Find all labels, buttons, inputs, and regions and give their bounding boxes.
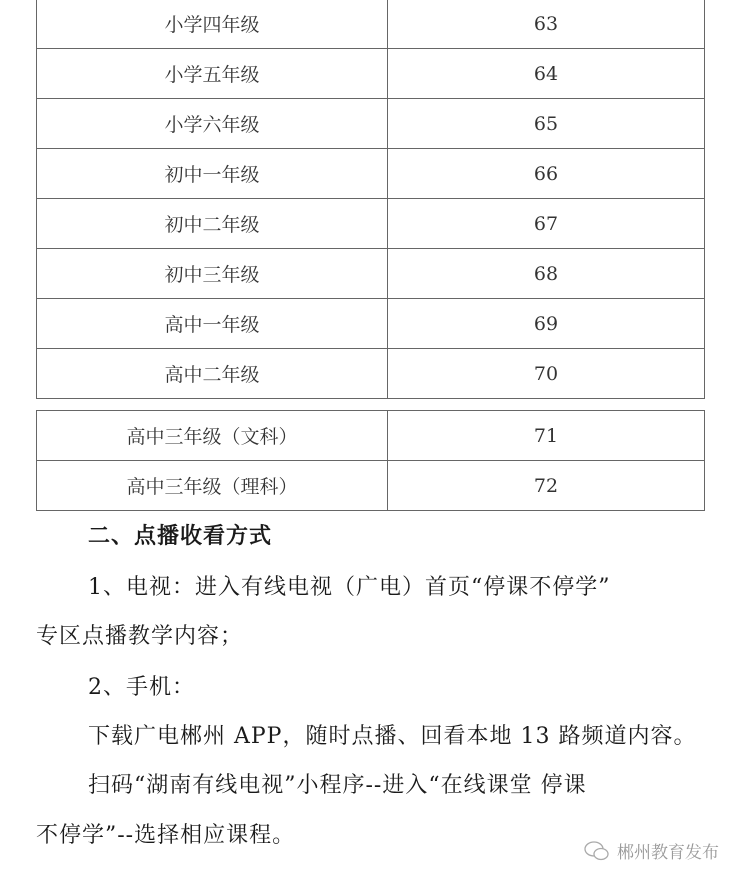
table-row xyxy=(37,411,705,461)
channel-cell: 72 xyxy=(388,461,705,511)
table-row xyxy=(37,99,705,149)
channel-table xyxy=(36,0,705,399)
channel-cell: 63 xyxy=(388,0,705,49)
grade-cell: 高中二年级 xyxy=(37,349,388,399)
table-row xyxy=(37,49,705,99)
grade-cell: 高中三年级（理科） xyxy=(37,461,388,511)
grade-cell: 小学四年级 xyxy=(37,0,388,49)
table-row xyxy=(37,299,705,349)
channel-cell: 68 xyxy=(388,249,705,299)
paragraph: 下载广电郴州 APP，随时点播、回看本地 13 路频道内容。 xyxy=(88,724,697,749)
channel-cell: 65 xyxy=(388,99,705,149)
channel-table-senior xyxy=(36,410,705,511)
channel-cell: 66 xyxy=(388,149,705,199)
wechat-icon xyxy=(583,840,611,862)
grade-cell: 高中三年级（文科） xyxy=(37,411,388,461)
watermark xyxy=(583,838,719,863)
channel-cell: 69 xyxy=(388,299,705,349)
grade-cell: 初中一年级 xyxy=(37,149,388,199)
paragraph: 不停学”--选择相应课程。 xyxy=(36,823,296,848)
table-row xyxy=(37,199,705,249)
paragraph: 扫码“湖南有线电视”小程序--进入“在线课堂 停课 xyxy=(88,773,587,798)
table-row xyxy=(37,349,705,399)
grade-cell: 小学六年级 xyxy=(37,99,388,149)
grade-cell: 高中一年级 xyxy=(37,299,388,349)
grade-cell: 初中三年级 xyxy=(37,249,388,299)
channel-cell: 71 xyxy=(388,411,705,461)
paragraph: 1、电视：进入有线电视（广电）首页“停课不停学” xyxy=(88,575,611,600)
section-heading: 二、点播收看方式 xyxy=(88,524,273,549)
grade-cell: 小学五年级 xyxy=(37,49,388,99)
channel-cell: 67 xyxy=(388,199,705,249)
paragraph: 专区点播教学内容； xyxy=(36,624,244,649)
table-row xyxy=(37,0,705,49)
paragraph: 2、手机： xyxy=(88,675,195,700)
watermark-text: 郴州教育发布 xyxy=(617,843,719,863)
channel-cell: 70 xyxy=(388,349,705,399)
channel-cell: 64 xyxy=(388,49,705,99)
table-row xyxy=(37,461,705,511)
table-row xyxy=(37,149,705,199)
grade-cell: 初中二年级 xyxy=(37,199,388,249)
table-row xyxy=(37,249,705,299)
